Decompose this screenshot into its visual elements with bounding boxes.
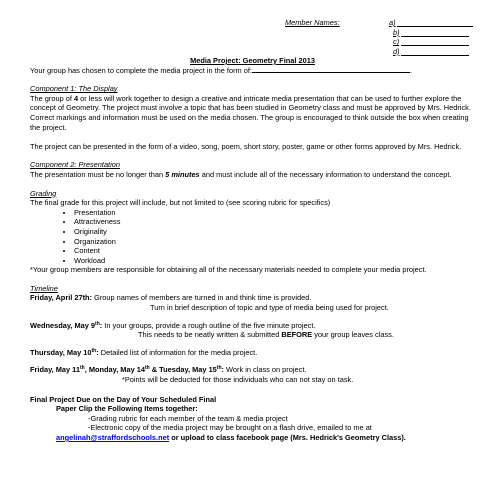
timeline-date-suffix: th (79, 365, 85, 372)
timeline-text: Detailed list of information for the media project. (98, 347, 258, 357)
timeline-date: Friday, May 11 (30, 365, 80, 375)
intro-line: Your group has chosen to complete the media project in the form of: . (30, 65, 413, 75)
timeline-colon: : (96, 347, 99, 357)
timeline-entry-april27 (30, 293, 475, 312)
member-letter-d: d) (393, 46, 400, 56)
final-project-heading: Final Project Due on the Day of Your Scheduled Final (30, 394, 217, 404)
paper-clip-item-electronic: -Electronic copy of the media project may be brought on a flash drive, emailed to me at (88, 423, 372, 433)
timeline-text: Turn in brief description of topic and type of media being used for project. (150, 303, 389, 313)
document-page (30, 18, 475, 443)
email-link[interactable]: angelinah@straffordschools.net (56, 433, 170, 442)
timeline-date-suffix: th (95, 320, 100, 327)
paper-clip-item-rubric: -Grading rubric for each member of the team & media project (88, 413, 288, 423)
timeline-date: Friday, April 27th: (30, 293, 93, 303)
member-letter-c: c) (393, 37, 400, 47)
member-names-label: Member Names: (285, 18, 340, 27)
timeline-date: Wednesday, May 9 (30, 320, 96, 330)
list-item: • Originality (74, 227, 475, 237)
member-row-c (285, 37, 475, 47)
grading-list (30, 208, 475, 266)
comp1-text-a: The group of (30, 93, 74, 103)
timeline-emphasis: BEFORE (281, 330, 313, 340)
timeline-text: Group names of members are turned in and think time is provided. (92, 293, 312, 303)
grading-intro: The final grade for this project will include, but not limited to (see scoring rubric for specifics) (30, 198, 331, 208)
member-names-block (285, 18, 475, 56)
comp2-text-a: The presentation must be no longer than (30, 169, 166, 179)
timeline-text: *Points will be deducted for those individuals who can not stay on task. (122, 375, 354, 385)
timeline-colon: : (99, 320, 103, 330)
member-row-d (285, 47, 475, 57)
comp1-text-b: or less will work together to design a creative and intricate media presentation that can be used to further explore the concept of Geometry. The project must involve a topic that has been studied in Geometry class and must be approved by Mrs. Hedrick. Correct markings and information must be used on the media chosen. The group is encouraged to think outside the box when creating the project. (30, 93, 471, 132)
paper-clip-heading: Paper Clip the Following Items together: (56, 404, 198, 414)
list-item: • Attractiveness (74, 217, 475, 227)
timeline-date: Thursday, May 10 (30, 347, 92, 357)
component1-forms-paragraph: The project can be presented in the form of a video, song, poem, short story, poster, game or other forms approved by Mrs. Hedrick. (30, 141, 462, 151)
grading-heading: Grading (30, 188, 57, 198)
timeline-date-suffix: th (91, 347, 97, 354)
timeline-entry-may11-15 (30, 365, 475, 384)
document-title: Media Project: Geometry Final 2013 (190, 56, 315, 65)
grading-note: *Your group members are responsible for obtaining all of the necessary materials needed to complete your media project. (30, 265, 427, 275)
member-row-a (285, 18, 475, 28)
component2-heading: Component 2: Presentation (30, 160, 120, 170)
intro-text: Your group has chosen to complete the media project in the form of: (30, 65, 252, 75)
member-letter-a: a) (389, 18, 396, 27)
component1-paragraph (30, 94, 475, 132)
timeline-colon: : (221, 365, 224, 375)
media-form-blank (252, 66, 410, 73)
timeline-text: In your groups, provide a rough outline of the five minute project. (102, 320, 316, 330)
timeline-heading: Timeline (30, 283, 58, 293)
list-item: • Content (74, 246, 475, 256)
component2-paragraph (30, 170, 475, 180)
timeline-text: Work in class on project. (224, 365, 307, 375)
timeline-text: your group leaves class. (312, 330, 394, 340)
list-item: • Workload (74, 256, 475, 266)
component1-heading: Component 1: The Display (30, 84, 118, 94)
member-row-b (285, 28, 475, 38)
comp2-text-b: and must include all of the necessary information to understand the concept. (199, 169, 452, 179)
paper-clip-item-upload (30, 433, 475, 443)
list-item: • Organization (74, 237, 475, 247)
timeline-entry-may9 (30, 321, 475, 340)
timeline-date-suffix: th (216, 365, 222, 372)
timeline-text: This needs to be neatly written & submitted (138, 330, 282, 340)
member-blank-d (401, 55, 469, 56)
timeline-date: , Monday, May 14 (84, 365, 145, 375)
timeline-date-suffix: th (144, 365, 150, 372)
comp2-time-limit: 5 minutes (165, 169, 200, 179)
timeline-entry-may10 (30, 348, 475, 358)
upload-text: or upload to class facebook page (Mrs. Hedrick's Geometry Class). (169, 433, 406, 442)
list-item: • Presentation (74, 208, 475, 218)
member-letter-b: b) (393, 27, 400, 37)
comp1-group-size: 4 (73, 93, 79, 103)
timeline-date: & Tuesday, May 15 (149, 365, 217, 375)
